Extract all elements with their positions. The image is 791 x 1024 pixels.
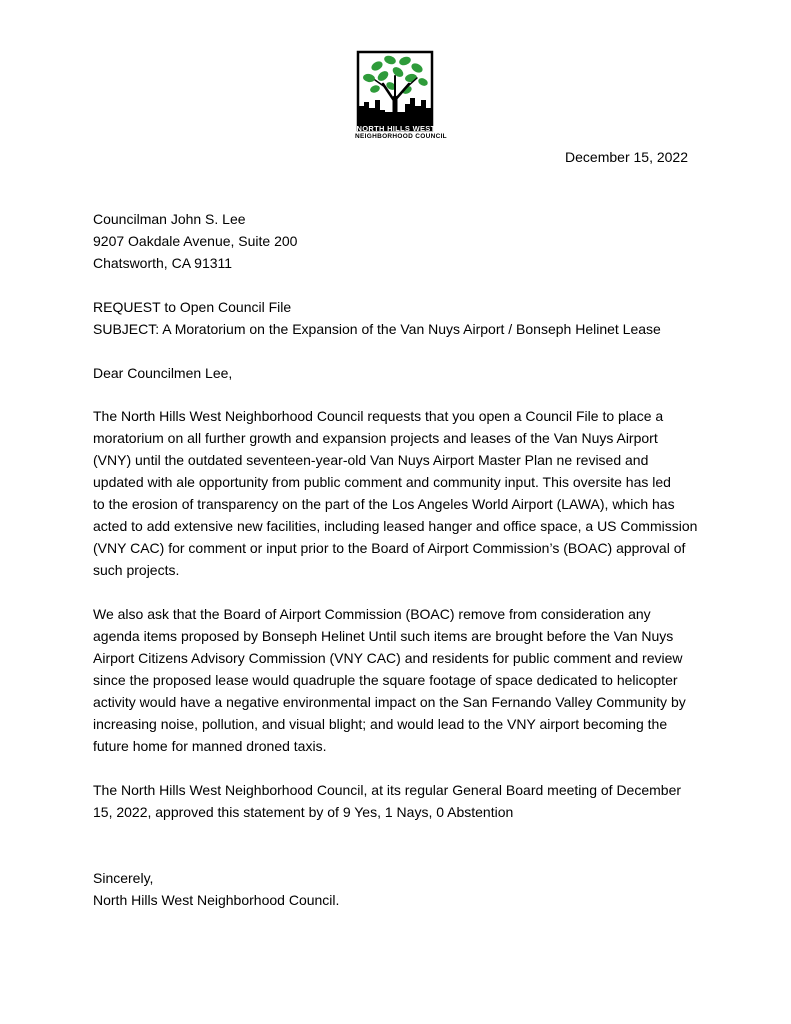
paragraph-line: acted to add extensive new facilities, including leased hanger and office space, a US Commission [93, 518, 698, 534]
closing: Sincerely, [93, 870, 154, 886]
paragraph-line: Airport Citizens Advisory Commission (VNY CAC) and residents for public comment and review [93, 650, 683, 666]
paragraph-line: The North Hills West Neighborhood Council requests that you open a Council File to place a [93, 408, 664, 424]
paragraph-line: The North Hills West Neighborhood Council, at its regular General Board meeting of December [93, 782, 682, 798]
paragraph-line: 15, 2022, approved this statement by of 9 Yes, 1 Nays, 0 Abstention [93, 804, 514, 820]
paragraph-vote [93, 779, 699, 823]
paragraph-boac [93, 603, 699, 757]
recipient-name: Councilman John S. Lee [93, 211, 246, 227]
paragraph-request [93, 405, 699, 581]
signature: North Hills West Neighborhood Council. [93, 892, 340, 908]
recipient-address-line2: Chatsworth, CA 91311 [93, 255, 233, 271]
paragraph-line: activity would have a negative environmental impact on the San Fernando Valley Community by [93, 694, 686, 710]
paragraph-line: increasing noise, pollution, and visual blight; and would lead to the VNY airport becoming the [93, 716, 668, 732]
paragraph-line: (VNY CAC) for comment or input prior to the Board of Airport Commission’s (BOAC) approval of [93, 540, 686, 556]
subject-line: SUBJECT: A Moratorium on the Expansion of the Van Nuys Airport / Bonseph Helinet Lease [93, 321, 661, 337]
recipient-address-line1: 9207 Oakdale Avenue, Suite 200 [93, 233, 298, 249]
request-line: REQUEST to Open Council File [93, 299, 292, 315]
council-logo [355, 50, 447, 142]
paragraph-line: such projects. [93, 562, 180, 578]
paragraph-line: to the erosion of transparency on the part of the Los Angeles World Airport (LAWA), which has [93, 496, 675, 512]
paragraph-line: agenda items proposed by Bonseph Helinet Until such items are brought before the Van Nuys [93, 628, 674, 644]
logo-line2: NEIGHBORHOOD COUNCIL [355, 133, 447, 140]
logo-line1: NORTH HILLS WEST [356, 124, 436, 133]
paragraph-line: (VNY) until the outdated seventeen-year-old Van Nuys Airport Master Plan ne revised and [93, 452, 649, 468]
paragraph-line: future home for manned droned taxis. [93, 738, 327, 754]
paragraph-line: We also ask that the Board of Airport Commission (BOAC) remove from consideration any [93, 606, 651, 622]
paragraph-line: moratorium on all further growth and expansion projects and leases of the Van Nuys Airport [93, 430, 658, 446]
paragraph-line: since the proposed lease would quadruple the square footage of space dedicated to helicopter [93, 672, 678, 688]
paragraph-line: updated with ale opportunity from public comment and community input. This oversite has led [93, 474, 671, 490]
salutation: Dear Councilmen Lee, [93, 365, 233, 381]
letter-date: December 15, 2022 [565, 149, 688, 165]
